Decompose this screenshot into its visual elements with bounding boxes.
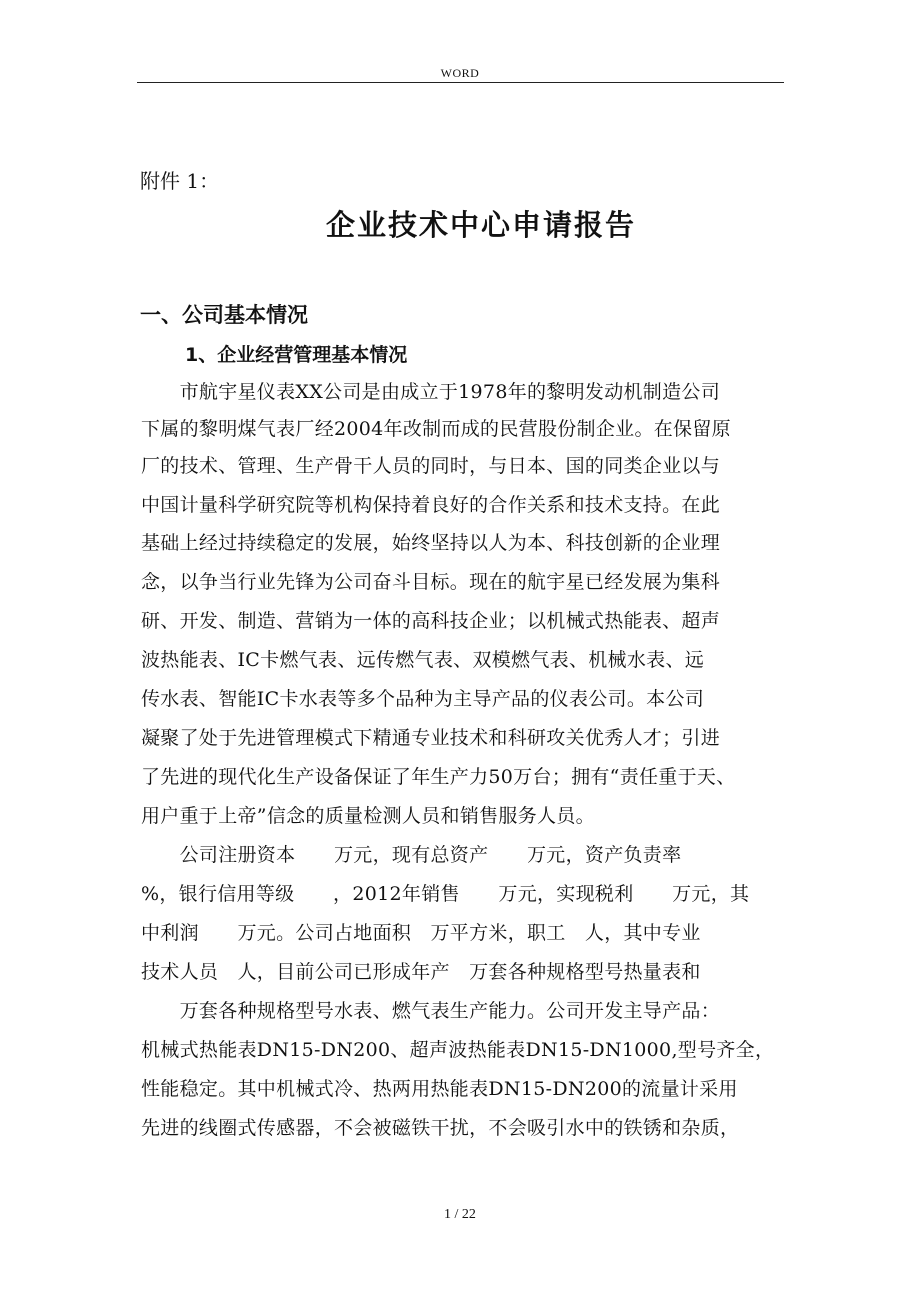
body-line: 性能稳定。其中机械式冷、热两用热能表DN15-DN200的流量计采用 xyxy=(141,1078,738,1100)
body-line: 凝聚了处于先进管理模式下精通专业技术和科研攻关优秀人才；引进 xyxy=(141,727,721,749)
body-line: 技术人员 人，目前公司已形成年产 万套各种规格型号热量表和 xyxy=(141,961,701,983)
attachment-label: 附件 1： xyxy=(140,169,220,193)
body-line: 下属的黎明煤气表厂经2004年改制而成的民营股份制企业。在保留原 xyxy=(141,418,731,440)
body-line: 用户重于上帝”信念的质量检测人员和销售服务人员。 xyxy=(141,805,595,827)
header-divider xyxy=(137,82,784,83)
header-label: WORD xyxy=(440,66,480,80)
body-line: 先进的线圈式传感器，不会被磁铁干扰，不会吸引水中的铁锈和杂质， xyxy=(141,1117,740,1139)
body-line: 基础上经过持续稳定的发展，始终坚持以人为本、科技创新的企业理 xyxy=(141,532,721,554)
body-line: 市航宇星仪表XX公司是由成立于1978年的黎明发动机制造公司 xyxy=(141,381,721,403)
body-line: 厂的技术、管理、生产骨干人员的同时，与日本、国的同类企业以与 xyxy=(141,455,721,477)
body-line: 公司注册资本 万元，现有总资产 万元，资产负责率 xyxy=(141,844,682,866)
body-line: 了先进的现代化生产设备保证了年生产力50万台；拥有“责任重于天、 xyxy=(141,766,736,788)
body-line: 念，以争当行业先锋为公司奋斗目标。现在的航宇星已经发展为集科 xyxy=(141,571,721,593)
body-line: 万套各种规格型号水表、燃气表生产能力。公司开发主导产品： xyxy=(141,1000,721,1022)
section-heading: 一、公司基本情况 xyxy=(140,303,308,327)
document-title: 企业技术中心申请报告 xyxy=(326,208,637,242)
body-line: 传水表、智能IC卡水表等多个品种为主导产品的仪表公司。本公司 xyxy=(141,688,705,710)
subsection-heading: 1、企业经营管理基本情况 xyxy=(185,344,408,366)
body-line: 研、开发、制造、营销为一体的高科技企业；以机械式热能表、超声 xyxy=(141,610,721,632)
body-line: 中国计量科学研究院等机构保持着良好的合作关系和技术支持。在此 xyxy=(141,494,721,516)
body-line: 中利润 万元。公司占地面积 万平方米，职工 人，其中专业 xyxy=(141,922,701,944)
body-line: %，银行信用等级 ，2012年销售 万元，实现税利 万元，其 xyxy=(141,883,750,905)
body-line: 机械式热能表DN15-DN200、超声波热能表DN15-DN1000,型号齐全， xyxy=(141,1039,775,1061)
page-number: 1 / 22 xyxy=(444,1207,476,1222)
body-line: 波热能表、IC卡燃气表、远传燃气表、双模燃气表、机械水表、远 xyxy=(141,649,705,671)
